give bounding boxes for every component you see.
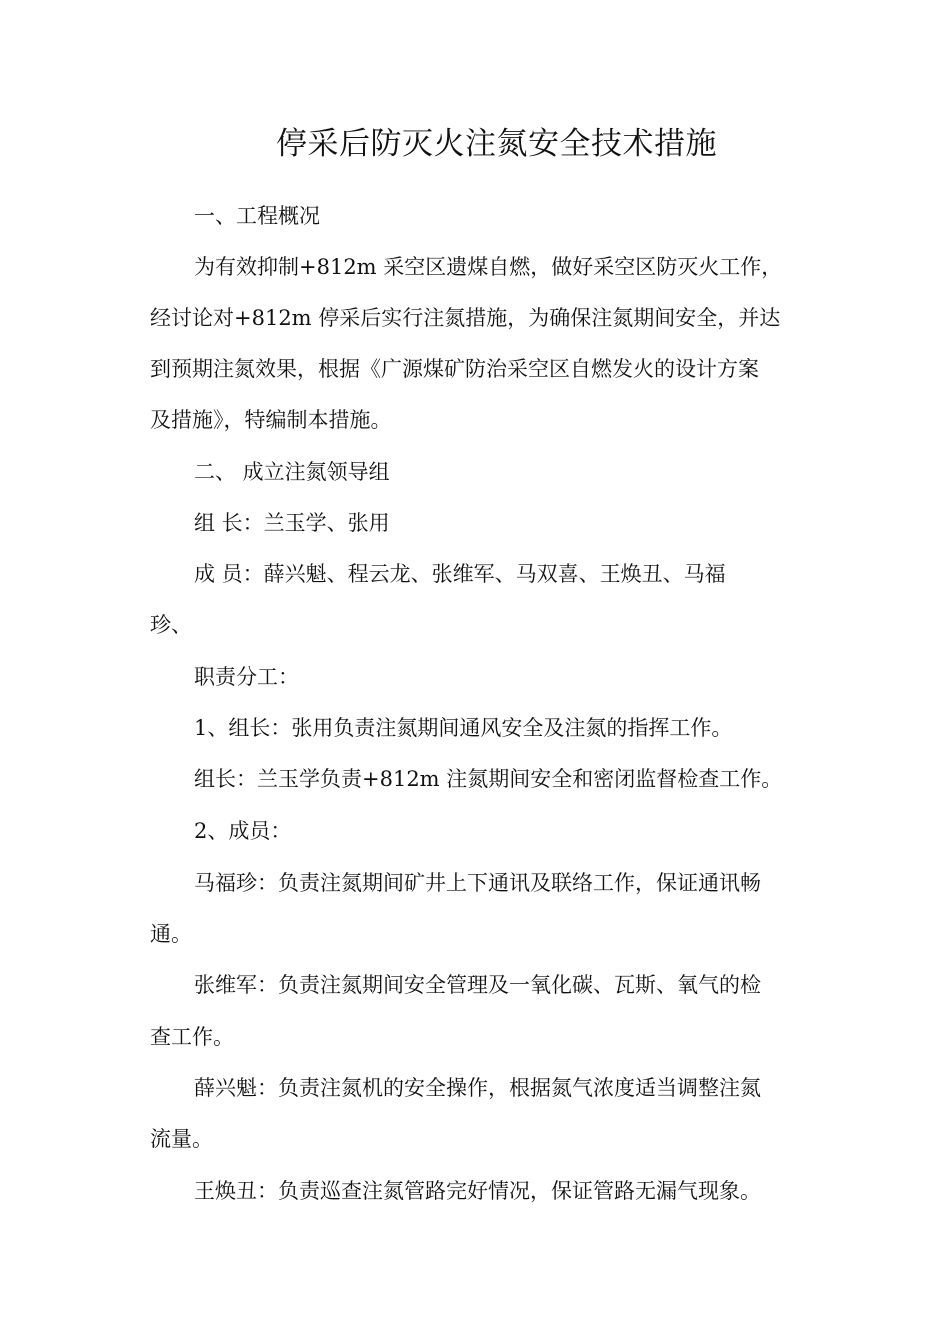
duty-line: 王焕丑：负责巡查注氮管路完好情况，保证管路无漏气现象。 bbox=[194, 1179, 761, 1203]
paragraph-line: 经讨论对+812m 停采后实行注氮措施，为确保注氮期间安全，并达 bbox=[150, 306, 781, 330]
duty-line: 通。 bbox=[150, 922, 192, 946]
duties-heading: 职责分工： bbox=[194, 665, 299, 689]
team-leader-line: 组 长：兰玉学、张用 bbox=[194, 511, 390, 535]
paragraph-line: 到预期注氮效果，根据《广源煤矿防治采空区自燃发火的设计方案 bbox=[150, 357, 759, 381]
team-members-line: 珍、 bbox=[150, 613, 192, 637]
duty-line: 查工作。 bbox=[150, 1025, 234, 1049]
paragraph-line: 及措施》，特编制本措施。 bbox=[150, 408, 392, 432]
duty-line: 马福珍：负责注氮期间矿井上下通讯及联络工作，保证通讯畅 bbox=[194, 871, 761, 895]
duty-line: 流量。 bbox=[150, 1127, 213, 1151]
duty-line: 薛兴魁：负责注氮机的安全操作，根据氮气浓度适当调整注氮 bbox=[194, 1076, 761, 1100]
section-heading-overview: 一、工程概况 bbox=[194, 204, 320, 228]
section-heading-leadership: 二、 成立注氮领导组 bbox=[194, 460, 390, 484]
duty-subheading: 2、成员： bbox=[194, 819, 292, 843]
paragraph-line: 为有效抑制+812m 采空区遗煤自燃，做好采空区防灭火工作， bbox=[194, 255, 783, 279]
document-title: 停采后防灭火注氮安全技术措施 bbox=[276, 126, 717, 162]
duty-line: 组长：兰玉学负责+812m 注氮期间安全和密闭监督检查工作。 bbox=[194, 767, 783, 791]
duty-line: 张维军：负责注氮期间安全管理及一氧化碳、瓦斯、氧气的检 bbox=[194, 973, 761, 997]
duty-line: 1、组长：张用负责注氮期间通风安全及注氮的指挥工作。 bbox=[194, 716, 733, 740]
team-members-line: 成 员：薛兴魁、程云龙、张维军、马双喜、王焕丑、马福 bbox=[194, 562, 726, 586]
